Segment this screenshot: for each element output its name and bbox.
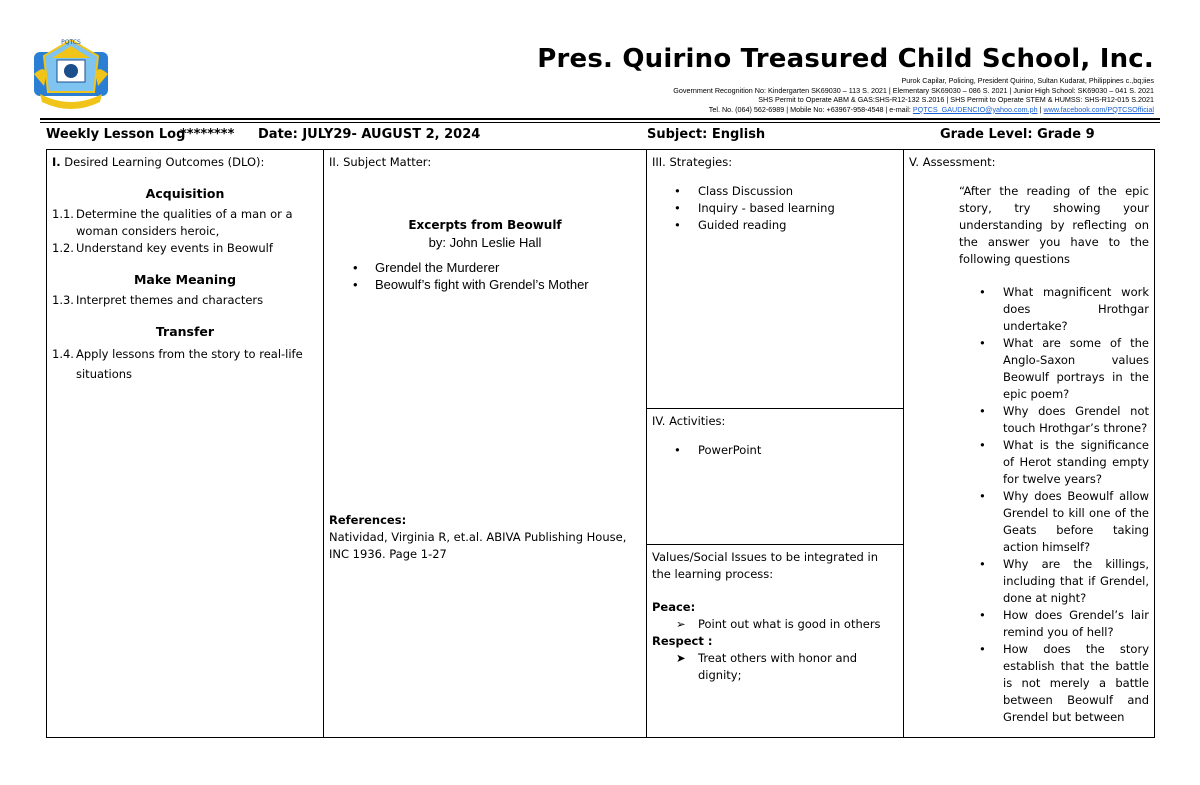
subject-matter-column	[324, 150, 647, 738]
references-text: Natividad, Virginia R, et.al. ABIVA Publishing House, INC 1936. Page 1-27	[329, 530, 627, 561]
assessment-question: • Why does Grendel not touch Hrothgar’s throne?	[979, 404, 1149, 435]
school-address: Purok Capilar, Policing, President Quirino, Sultan Kudarat, Philippines c.,bq;iies	[901, 76, 1154, 85]
peace-item: ➢ Point out what is good in others	[676, 617, 881, 631]
values-intro: Values/Social Issues to be integrated in the learning process:	[652, 550, 878, 581]
assessment-question: • How does the story establish that the battle is not merely a battle between Beowulf and Grendel but between	[979, 642, 1149, 724]
respect-label: Respect :	[652, 634, 713, 648]
activities-cell	[647, 409, 904, 545]
outcome-item: 1.3. Interpret themes and characters	[52, 293, 264, 307]
contact-separator: |	[1037, 104, 1044, 114]
strategy-item: • Class Discussion	[674, 184, 794, 198]
assessment-intro: “After the reading of the epic story, try showing your understanding by reflecting on the answer you have to the following questions	[959, 184, 1149, 266]
log-title: Weekly Lesson Log	[46, 127, 186, 142]
excerpt-title: Excerpts from Beowulf	[408, 218, 562, 232]
outcome-item: 1.2. Understand key events in Beowulf	[52, 241, 273, 255]
assessment-title: V. Assessment:	[909, 155, 996, 169]
log-grade: Grade Level: Grade 9	[940, 127, 1095, 142]
subject-matter-title: II. Subject Matter:	[329, 155, 432, 169]
assessment-question: • What magnificent work does Hrothgar undertake?	[979, 285, 1149, 333]
svg-text:PQTCS: PQTCS	[61, 39, 81, 46]
header-rule-thick	[40, 118, 1160, 120]
government-recognition: Government Recognition No: Kindergarten SK69030 – 113 S. 2021 | Elementary SK69030 – 086 S. 2021 | Junior High School: SK69030 – 041 S. 2021	[673, 85, 1154, 95]
make-meaning-heading: Make Meaning	[133, 272, 237, 287]
assessment-question: • What are some of the Anglo-Saxon values Beowulf portrays in the epic poem?	[979, 336, 1149, 401]
outcome-item: 1.4. Apply lessons from the story to real-life situations	[52, 347, 303, 381]
school-name: Pres. Quirino Treasured Child School, Inc.	[537, 44, 1154, 74]
contact-info	[673, 105, 1154, 115]
transfer-heading: Transfer	[155, 324, 215, 339]
facebook-link[interactable]: www.facebook.com/PQTCSOfficial	[1043, 104, 1154, 114]
assessment-question: • What is the significance of Herot standing empty for twelve years?	[979, 438, 1149, 486]
assessment-question: • Why are the killings, including that if Grendel, done at night?	[979, 557, 1149, 605]
acquisition-heading: Acquisition	[145, 186, 225, 201]
references-label: References:	[329, 513, 407, 527]
school-details	[673, 76, 1154, 114]
dlo-title: I. Desired Learning Outcomes (DLO):	[52, 155, 265, 169]
dlo-column	[47, 150, 324, 738]
outcome-item: 1.1. Determine the qualities of a man or a woman considers heroic,	[52, 207, 293, 238]
assessment-column	[904, 150, 1155, 738]
strategies-cell	[647, 150, 904, 409]
log-stars: ********	[180, 127, 235, 142]
activity-item: • PowerPoint	[674, 443, 762, 457]
log-date: Date: JULY29- AUGUST 2, 2024	[258, 127, 481, 142]
assessment-question: • How does Grendel’s lair remind you of hell?	[979, 608, 1149, 639]
strategy-item: • Guided reading	[674, 218, 787, 232]
contact-phone: Tel. No. (064) 562-6989 | Mobile No: +63967-958-4548 | e-mail:	[708, 104, 913, 114]
header-rule-thin	[40, 122, 1160, 123]
peace-label: Peace:	[652, 600, 696, 614]
subject-item: • Beowulf’s fight with Grendel’s Mother	[353, 277, 589, 292]
school-logo	[30, 30, 112, 112]
values-cell	[647, 545, 904, 738]
shs-permit: SHS Permit to Operate ABM & GAS:SHS-R12-132 S.2016 | SHS Permit to Operate STEM & HUMSS: SHS-R12-015 S.2021	[758, 95, 1154, 105]
assessment-question: • Why does Beowulf allow Grendel to kill one of the Geats before taking action himself?	[979, 489, 1149, 554]
activities-title: IV. Activities:	[652, 414, 726, 428]
excerpt-author: by: John Leslie Hall	[428, 235, 542, 250]
respect-item: ➤ Treat others with honor and dignity;	[676, 651, 858, 682]
strategies-title: III. Strategies:	[652, 155, 733, 169]
log-subject: Subject: English	[647, 127, 766, 142]
subject-item: • Grendel the Murderer	[353, 260, 500, 275]
strategy-item: • Inquiry - based learning	[674, 201, 835, 215]
lesson-log-bar	[46, 126, 1154, 146]
email-link[interactable]: PQTCS_GAUDENCIO@yahoo.com.ph	[912, 104, 1038, 114]
lesson-log-table	[46, 149, 1155, 738]
